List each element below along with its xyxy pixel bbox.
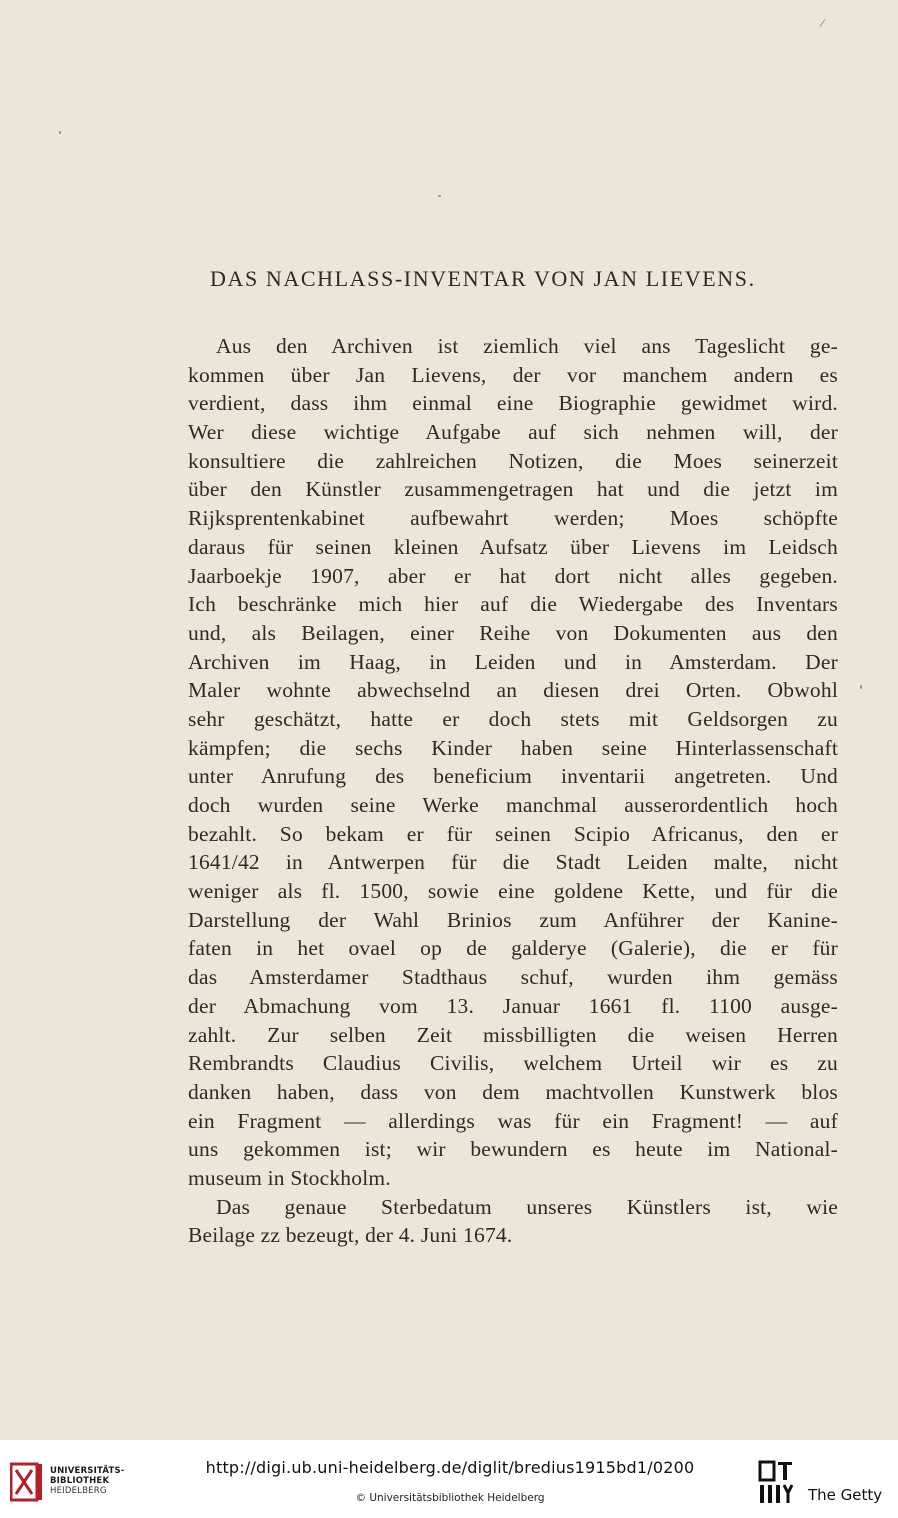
text-line: 1641/42 in Antwerpen für die Stadt Leiden malte, nicht bbox=[188, 850, 838, 875]
text-line: konsultiere die zahlreichen Notizen, die Moes seinerzeit bbox=[188, 448, 838, 473]
text-line: Aus den Archiven ist ziemlich viel ans Tageslicht ge- bbox=[216, 334, 838, 358]
text-line: Ich beschränke mich hier auf die Wiedergabe des Inventars bbox=[188, 592, 838, 617]
text-line: verdient, dass ihm einmal eine Biographie gewidmet wird. bbox=[188, 391, 838, 416]
text-line: doch wurden seine Werke manchmal ausserordentlich hoch bbox=[188, 793, 838, 817]
text-line: ein Fragment — allerdings was für ein Fragment! — auf bbox=[188, 1108, 838, 1133]
paper-speck bbox=[860, 685, 862, 689]
text-line: kämpfen; die sechs Kinder haben seine Hinterlassenschaft bbox=[188, 735, 838, 760]
paper-speck bbox=[819, 19, 826, 28]
library-logo-line1: UNIVERSITÄTS- bbox=[50, 1466, 125, 1476]
text-line: über den Künstler zusammengetragen hat und die jetzt im bbox=[188, 477, 838, 502]
text-line: sehr geschätzt, hatte er doch stets mit Geldsorgen zu bbox=[188, 706, 838, 731]
text-line: Archiven im Haag, in Leiden und in Amsterdam. Der bbox=[188, 649, 838, 674]
paper-speck bbox=[59, 131, 61, 134]
text-line: der Abmachung vom 13. Januar 1661 fl. 1100 ausge- bbox=[188, 993, 838, 1018]
text-line: danken haben, dass von dem machtvollen Kunstwerk blos bbox=[188, 1079, 838, 1104]
text-line: Maler wohnte abwechselnd an diesen drei Orten. Obwohl bbox=[188, 678, 838, 703]
text-line: Das genaue Sterbedatum unseres Künstlers ist, wie bbox=[216, 1194, 838, 1219]
text-line: unter Anrufung des beneficium inventarii angetreten. Und bbox=[188, 764, 838, 789]
text-line: das Amsterdamer Stadthaus schuf, wurden ihm gemäss bbox=[188, 965, 838, 990]
text-line: Beilage zz bezeugt, der 4. Juni 1674. bbox=[188, 1223, 513, 1248]
library-logo[interactable] bbox=[10, 1458, 150, 1506]
text-line: museum in Stockholm. bbox=[188, 1165, 391, 1190]
text-line: zahlt. Zur selben Zeit missbilligten die weisen Herren bbox=[188, 1022, 838, 1047]
paper-speck bbox=[438, 195, 441, 197]
library-logo-icon bbox=[10, 1460, 44, 1504]
copyright-notice: © Universitätsbibliothek Heidelberg bbox=[355, 1492, 545, 1504]
text-line: und, als Beilagen, einer Reihe von Dokumenten aus den bbox=[188, 620, 838, 645]
text-line: Wer diese wichtige Aufgabe auf sich nehmen will, der bbox=[188, 420, 838, 445]
text-line: Jaarboekje 1907, aber er hat dort nicht alles gegeben. bbox=[188, 563, 838, 588]
library-logo-line2: BIBLIOTHEK bbox=[50, 1476, 110, 1486]
body-text bbox=[188, 332, 838, 1250]
text-line: daraus für seinen kleinen Aufsatz über Lievens im Leidsch bbox=[188, 534, 838, 559]
library-logo-line3: HEIDELBERG bbox=[50, 1486, 107, 1496]
text-line: weniger als fl. 1500, sowie eine goldene Kette, und für die bbox=[188, 879, 838, 904]
page-title: DAS NACHLASS-INVENTAR VON JAN LIEVENS. bbox=[210, 266, 756, 291]
footer-bar bbox=[0, 1440, 898, 1518]
getty-logo-text[interactable]: The Getty bbox=[808, 1486, 883, 1504]
text-line: Darstellung der Wahl Brinios zum Anführer der Kanine- bbox=[188, 907, 838, 932]
getty-logo-icon bbox=[756, 1458, 796, 1508]
permalink-url[interactable]: http://digi.ub.uni-heidelberg.de/diglit/bredius1915bd1/0200 bbox=[205, 1458, 695, 1477]
text-line: uns gekommen ist; wir bewundern es heute im National- bbox=[188, 1137, 838, 1162]
text-line: bezahlt. So bekam er für seinen Scipio Africanus, den er bbox=[188, 821, 838, 846]
text-line: kommen über Jan Lievens, der vor manchem andern es bbox=[188, 362, 838, 387]
text-line: Rembrandts Claudius Civilis, welchem Urteil wir es zu bbox=[188, 1051, 838, 1076]
text-line: faten in het ovael op de galderye (Galerie), die er für bbox=[188, 936, 838, 961]
text-line: Rijksprentenkabinet aufbewahrt werden; Moes schöpfte bbox=[188, 506, 838, 531]
library-logo-text bbox=[50, 1466, 125, 1496]
